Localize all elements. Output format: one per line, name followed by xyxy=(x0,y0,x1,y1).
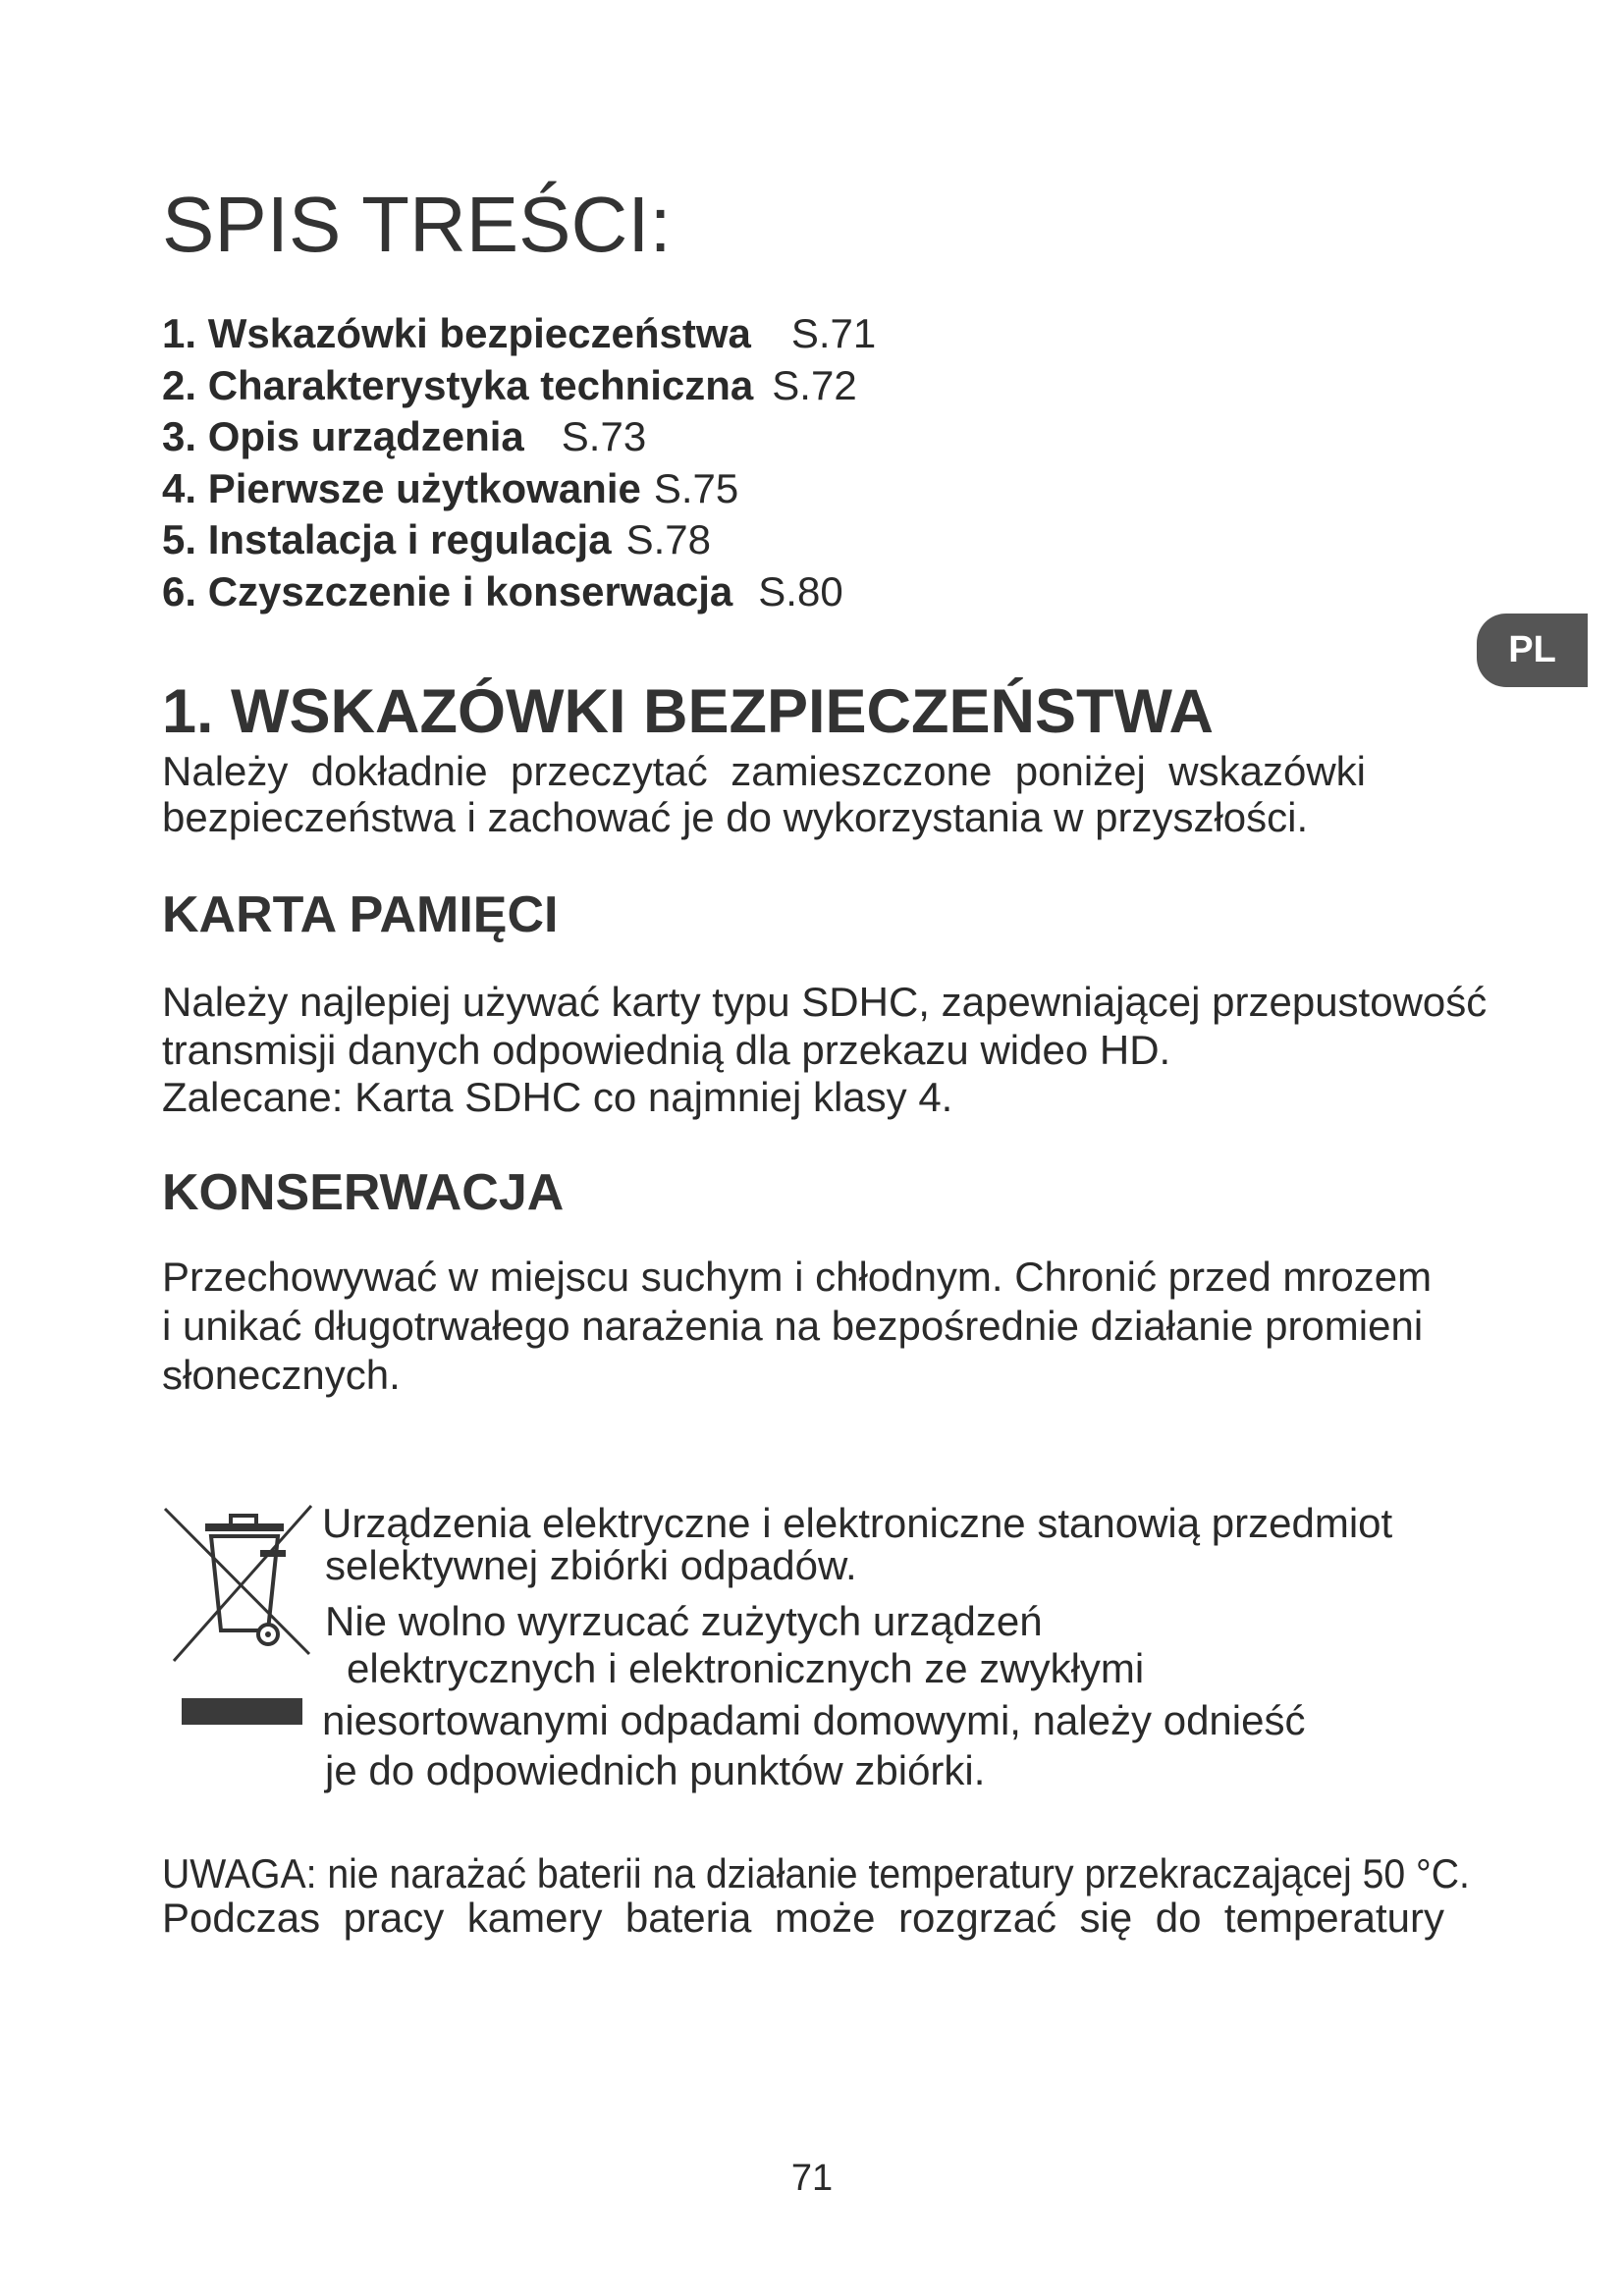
weee-line: Urządzenia elektryczne i elektroniczne stanowią przedmiot xyxy=(322,1500,1393,1546)
toc-item-page: S.80 xyxy=(758,567,843,614)
paragraph-line: Należy najlepiej używać karty typu SDHC, zapewniającej przepustowość xyxy=(162,979,1488,1025)
memory-card-heading: KARTA PAMIĘCI xyxy=(162,886,559,943)
toc-item-page: S.75 xyxy=(653,464,739,511)
weee-symbol-svg xyxy=(162,1497,319,1733)
paragraph-line: Zalecane: Karta SDHC co najmniej klasy 4. xyxy=(162,1074,953,1120)
bin-wheel-hub xyxy=(265,1631,271,1637)
toc-item xyxy=(162,514,876,566)
paragraph-line: transmisji danych odpowiednią dla przekazu wideo HD. xyxy=(162,1026,1171,1073)
toc-item-label: 5. Instalacja i regulacja xyxy=(162,516,612,563)
toc-item-label: 1. Wskazówki bezpieczeństwa xyxy=(162,310,751,356)
toc-item-page: S.73 xyxy=(561,413,647,460)
paragraph-line: Należy dokładnie przeczytać zamieszczone poniżej wskazówki xyxy=(162,748,1366,794)
page-number: 71 xyxy=(790,2158,834,2199)
crossed-out-wheelie-bin-icon xyxy=(162,1497,319,1733)
toc-item-label: 4. Pierwsze użytkowanie xyxy=(162,464,641,511)
toc-title: SPIS TREŚCI: xyxy=(162,181,672,268)
toc-item xyxy=(162,463,876,515)
battery-warning-continuation: Podczas pracy kamery bateria może rozgrzać się do temperatury xyxy=(162,1895,1444,1941)
bin-side-handle xyxy=(260,1550,286,1557)
battery-warning-line xyxy=(162,1850,1564,1897)
paragraph-line: i unikać długotrwałego narażenia na bezpośrednie działanie promieni xyxy=(162,1303,1424,1349)
toc-item xyxy=(162,308,876,360)
weee-line: niesortowanymi odpadami domowymi, należy odnieść xyxy=(322,1697,1306,1743)
weee-line: Nie wolno wyrzucać zużytych urządzeń xyxy=(325,1598,1043,1644)
table-of-contents xyxy=(162,308,876,618)
memory-card-paragraph xyxy=(162,979,1487,1122)
weee-line: je do odpowiednich punktów zbiórki. xyxy=(325,1747,986,1793)
paragraph-line: słonecznych. xyxy=(162,1352,401,1398)
paragraph-line: Przechowywać w miejscu suchym i chłodnym. Chronić przed mrozem xyxy=(162,1254,1433,1300)
toc-item-page: S.72 xyxy=(772,361,857,408)
section-heading: 1. WSKAZÓWKI BEZPIECZEŃSTWA xyxy=(162,677,1214,746)
battery-warning-text: UWAGA: nie narażać baterii na działanie temperatury przekraczającej 50 °C. xyxy=(162,1850,1470,1896)
toc-item-page: S.71 xyxy=(790,310,877,356)
weee-line: elektrycznych i elektronicznych ze zwykłymi xyxy=(347,1645,1145,1691)
weee-bar xyxy=(182,1698,302,1725)
paragraph-line: bezpieczeństwa i zachować je do wykorzystania w przyszłości. xyxy=(162,794,1309,840)
maintenance-paragraph xyxy=(162,1253,1432,1400)
bin-lid-handle xyxy=(231,1516,256,1523)
toc-item xyxy=(162,360,876,412)
maintenance-heading: KONSERWACJA xyxy=(162,1164,565,1221)
toc-item-label: 3. Opis urządzenia xyxy=(162,413,524,460)
toc-item xyxy=(162,411,876,463)
toc-item-label: 6. Czyszczenie i konserwacja xyxy=(162,567,733,614)
language-tab: PL xyxy=(1477,614,1588,687)
weee-line: selektywnej zbiórki odpadów. xyxy=(325,1542,857,1588)
intro-paragraph xyxy=(162,748,1366,840)
toc-item-page: S.78 xyxy=(625,516,711,563)
bin-lid xyxy=(205,1523,284,1531)
toc-item xyxy=(162,566,876,618)
toc-item-label: 2. Charakterystyka techniczna xyxy=(162,361,754,408)
